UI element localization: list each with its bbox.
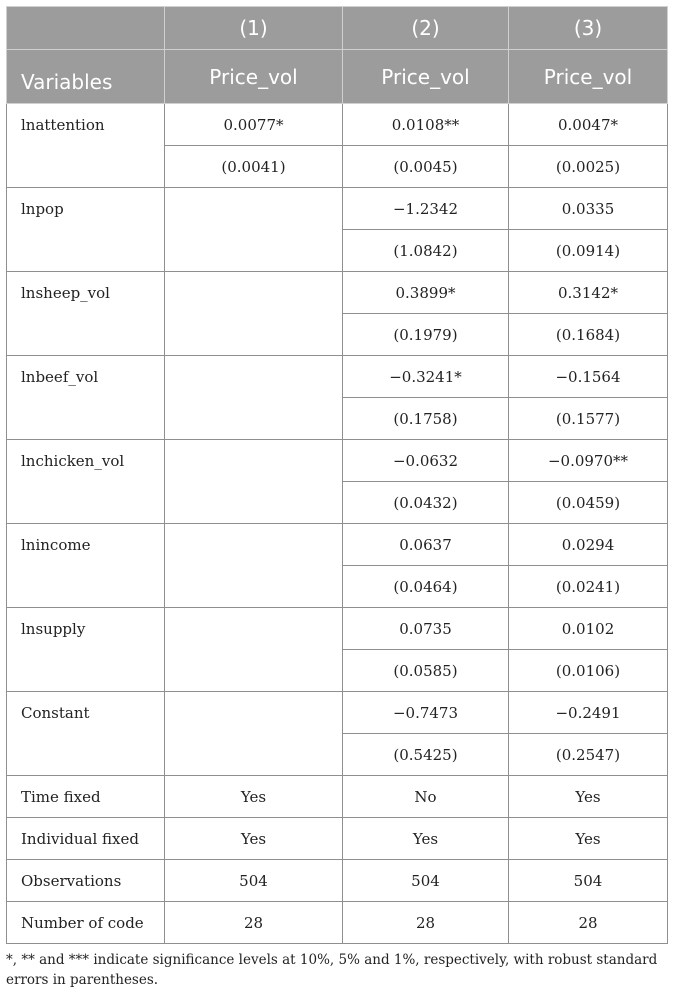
summary-value: 28 [509, 902, 668, 944]
coefficient-cell: 0.0077* [165, 104, 343, 146]
table-footnote: *, ** and *** indicate significance levels at 10%, 5% and 1%, respectively, with robust standard errors in parentheses. [6, 952, 658, 988]
table-header [7, 7, 668, 104]
coefficient-cell: −1.2342 [343, 188, 509, 230]
table-row-coefficient [7, 692, 668, 734]
variable-name: lnchicken_vol [7, 440, 165, 524]
coefficient-cell-empty [165, 524, 343, 608]
summary-value: 504 [165, 860, 343, 902]
dependent-variable-3: Price_vol [509, 50, 668, 104]
coefficient-cell-empty [165, 272, 343, 356]
standard-error-cell: (0.0041) [165, 146, 343, 188]
table-row-coefficient [7, 104, 668, 146]
standard-error-cell: (0.0045) [343, 146, 509, 188]
variable-name: lnsheep_vol [7, 272, 165, 356]
table-row-coefficient [7, 440, 668, 482]
coefficient-cell: 0.3899* [343, 272, 509, 314]
coefficient-cell: −0.7473 [343, 692, 509, 734]
summary-value: 504 [509, 860, 668, 902]
summary-value: 504 [343, 860, 509, 902]
summary-value: No [343, 776, 509, 818]
dependent-variable-2: Price_vol [343, 50, 509, 104]
coefficient-cell: −0.0632 [343, 440, 509, 482]
standard-error-cell: (0.1684) [509, 314, 668, 356]
variables-header: Variables [7, 50, 165, 104]
standard-error-cell: (0.0432) [343, 482, 509, 524]
standard-error-cell: (0.0106) [509, 650, 668, 692]
coefficient-cell: 0.3142* [509, 272, 668, 314]
standard-error-cell: (0.0585) [343, 650, 509, 692]
standard-error-cell: (0.0241) [509, 566, 668, 608]
variable-name: lnbeef_vol [7, 356, 165, 440]
standard-error-cell: (0.0025) [509, 146, 668, 188]
column-number-1: (1) [165, 7, 343, 50]
header-empty-cell [7, 7, 165, 50]
summary-label: Time fixed [7, 776, 165, 818]
table-row-coefficient [7, 188, 668, 230]
coefficient-cell: 0.0047* [509, 104, 668, 146]
table-row-summary [7, 776, 668, 818]
coefficient-cell: 0.0637 [343, 524, 509, 566]
variable-name: lnpop [7, 188, 165, 272]
coefficient-cell-empty [165, 608, 343, 692]
header-row-column-numbers [7, 7, 668, 50]
variable-name: lnincome [7, 524, 165, 608]
summary-value: Yes [165, 776, 343, 818]
standard-error-cell: (0.1577) [509, 398, 668, 440]
coefficient-cell: −0.2491 [509, 692, 668, 734]
coefficient-cell: 0.0108** [343, 104, 509, 146]
table-row-summary [7, 902, 668, 944]
table-row-coefficient [7, 272, 668, 314]
summary-label: Individual fixed [7, 818, 165, 860]
variable-name: lnattention [7, 104, 165, 188]
table-row-coefficient [7, 356, 668, 398]
summary-value: Yes [509, 818, 668, 860]
table-row-coefficient [7, 608, 668, 650]
coefficient-cell: −0.1564 [509, 356, 668, 398]
summary-value: Yes [509, 776, 668, 818]
coefficient-cell: 0.0294 [509, 524, 668, 566]
coefficient-cell: 0.0735 [343, 608, 509, 650]
dependent-variable-1: Price_vol [165, 50, 343, 104]
coefficient-cell: −0.0970** [509, 440, 668, 482]
coefficient-cell-empty [165, 692, 343, 776]
coefficient-cell-empty [165, 356, 343, 440]
summary-label: Number of code [7, 902, 165, 944]
coefficient-cell: −0.3241* [343, 356, 509, 398]
summary-value: Yes [343, 818, 509, 860]
standard-error-cell: (0.0459) [509, 482, 668, 524]
variable-name: lnsupply [7, 608, 165, 692]
summary-value: 28 [165, 902, 343, 944]
column-number-2: (2) [343, 7, 509, 50]
header-row-dependent-variables [7, 50, 668, 104]
standard-error-cell: (0.1979) [343, 314, 509, 356]
regression-table [6, 6, 668, 944]
standard-error-cell: (1.0842) [343, 230, 509, 272]
standard-error-cell: (0.1758) [343, 398, 509, 440]
coefficient-cell-empty [165, 440, 343, 524]
summary-value: Yes [165, 818, 343, 860]
coefficient-cell-empty [165, 188, 343, 272]
table-row-summary [7, 860, 668, 902]
summary-value: 28 [343, 902, 509, 944]
table-row-coefficient [7, 524, 668, 566]
standard-error-cell: (0.2547) [509, 734, 668, 776]
summary-label: Observations [7, 860, 165, 902]
standard-error-cell: (0.0914) [509, 230, 668, 272]
coefficient-cell: 0.0102 [509, 608, 668, 650]
variable-name: Constant [7, 692, 165, 776]
coefficient-cell: 0.0335 [509, 188, 668, 230]
table-body [7, 104, 668, 944]
column-number-3: (3) [509, 7, 668, 50]
standard-error-cell: (0.0464) [343, 566, 509, 608]
table-row-summary [7, 818, 668, 860]
standard-error-cell: (0.5425) [343, 734, 509, 776]
